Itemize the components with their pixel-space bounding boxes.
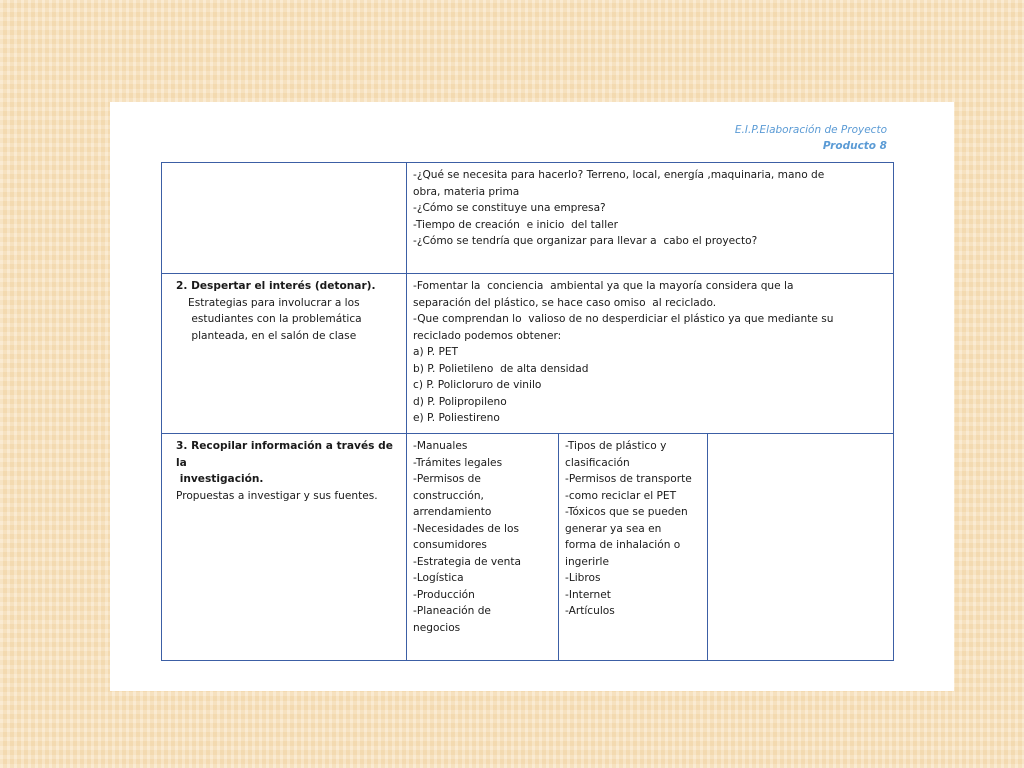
list-item: construcción, — [413, 489, 484, 502]
text-line: -Que comprendan lo valioso de no desperdiciar el plástico ya que mediante su — [413, 313, 834, 325]
table-row — [162, 434, 894, 661]
row3-subtitle: Propuestas a investigar y sus fuentes. — [176, 489, 378, 502]
text-line: -¿Qué se necesita para hacerlo? Terreno, local, energía ,maquinaria, mano de — [413, 169, 825, 181]
list-item: -Tóxicos que se pueden — [565, 506, 688, 518]
list-item: arrendamiento — [413, 506, 492, 518]
row2-title: 2. Despertar el interés (detonar). — [176, 280, 376, 292]
text-line: e) P. Poliestireno — [413, 412, 500, 424]
row2-subtitle-line: planteada, en el salón de clase — [188, 329, 357, 342]
document-page — [110, 102, 954, 691]
list-item: -Estrategia de venta — [413, 555, 521, 568]
row3-title-line: 3. Recopilar información a través de la — [176, 440, 397, 469]
list-item: -Logística — [413, 572, 464, 584]
text-line: separación del plástico, se hace caso omiso al reciclado. — [413, 296, 717, 309]
list-item: -Planeación de — [413, 605, 491, 617]
row2-right-cell — [407, 274, 894, 434]
row3-sources-cell-2 — [559, 434, 708, 661]
row3-left-cell — [162, 434, 407, 661]
row3-sources-cell-3 — [708, 434, 894, 661]
list-item: -Trámites legales — [413, 456, 503, 469]
row3-title-line: investigación. — [176, 473, 264, 485]
list-item: -Artículos — [565, 605, 615, 617]
text-line: b) P. Polietileno de alta densidad — [413, 362, 589, 375]
row2-left-cell — [162, 274, 407, 434]
text-line: -Fomentar la conciencia ambiental ya que la mayoría considera que la — [413, 280, 794, 292]
row1-left-cell — [162, 163, 407, 274]
list-item: negocios — [413, 621, 461, 634]
list-item: -Necesidades de los — [413, 522, 519, 535]
text-line: reciclado podemos obtener: — [413, 329, 562, 342]
list-item: -Libros — [565, 572, 601, 584]
text-line: -Tiempo de creación e inicio del taller — [413, 218, 619, 231]
table-row — [162, 274, 894, 434]
text-line: a) P. PET — [413, 346, 459, 358]
text-line: obra, materia prima — [413, 185, 520, 198]
header-project-title: E.I.P.Elaboración de Proyecto — [734, 124, 887, 136]
text-line: -¿Cómo se tendría que organizar para llevar a cabo el proyecto? — [413, 235, 758, 247]
header-product-label: Producto 8 — [822, 140, 887, 152]
list-item: generar ya sea en — [565, 522, 662, 535]
project-table — [161, 162, 894, 661]
list-item: -Producción — [413, 588, 475, 601]
row2-subtitle-line: Estrategias para involucrar a los — [188, 296, 360, 309]
list-item: -Internet — [565, 588, 611, 601]
table-row — [162, 163, 894, 274]
text-line: c) P. Policloruro de vinilo — [413, 379, 542, 391]
row1-right-cell — [407, 163, 894, 274]
row3-sources-cell-1 — [407, 434, 559, 661]
list-item: -Permisos de transporte — [565, 473, 692, 485]
list-item: clasificación — [565, 456, 630, 469]
list-item: forma de inhalación o — [565, 539, 681, 551]
list-item: ingerirle — [565, 555, 610, 568]
list-item: -Tipos de plástico y — [565, 440, 667, 452]
list-item: -Manuales — [413, 440, 468, 452]
text-line: d) P. Polipropileno — [413, 395, 507, 408]
row2-subtitle-line: estudiantes con la problemática — [188, 313, 362, 325]
text-line: -¿Cómo se constituye una empresa? — [413, 202, 606, 214]
list-item: -como reciclar el PET — [565, 489, 677, 502]
list-item: -Permisos de — [413, 473, 481, 485]
list-item: consumidores — [413, 539, 487, 551]
